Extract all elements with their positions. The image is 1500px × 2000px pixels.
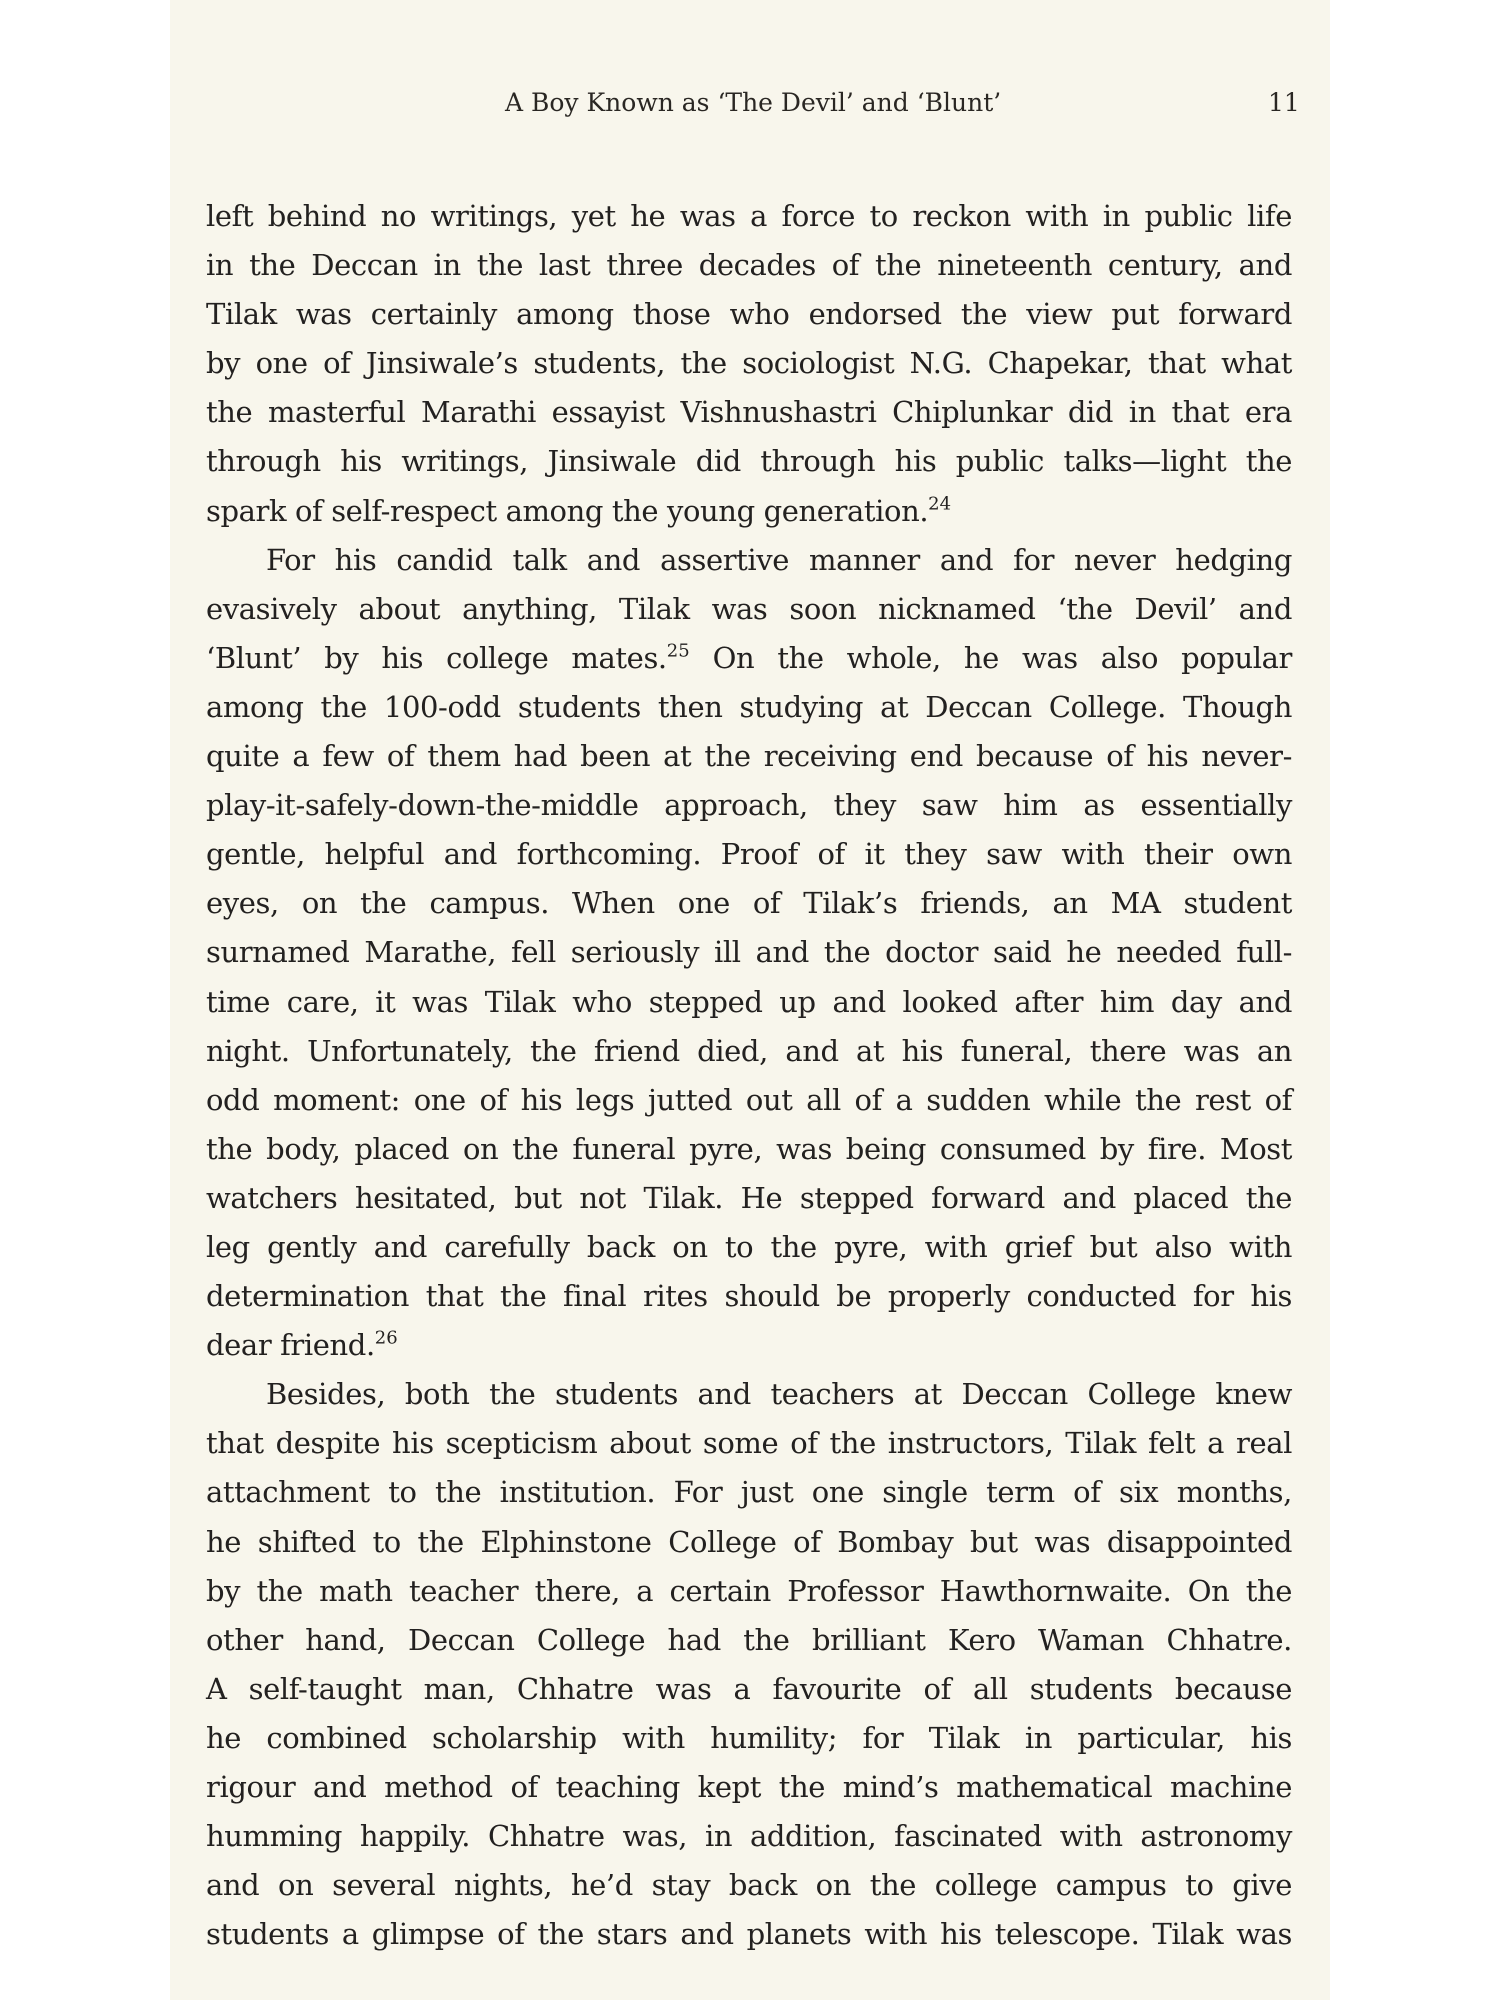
footnote-marker: 25 <box>666 640 690 662</box>
text-line: time care, it was Tilak who stepped up and looked after him day and <box>206 984 1292 1019</box>
text-line: he combined scholarship with humility; for Tilak in particular, his <box>206 1720 1292 1755</box>
text-line: gentle, helpful and forthcoming. Proof of it they saw with their own <box>206 837 1292 872</box>
text-line: evasively about anything, Tilak was soon nicknamed ‘the Devil’ and <box>206 591 1292 626</box>
text-line: that despite his scepticism about some of the instructors, Tilak felt a real <box>206 1426 1292 1461</box>
text-line: night. Unfortunately, the friend died, and at his funeral, there was an <box>206 1033 1292 1068</box>
text-line <box>206 487 1292 536</box>
text-line: and on several nights, he’d stay back on the college campus to give <box>206 1868 1292 1903</box>
body-text <box>206 192 1292 1959</box>
text-line: other hand, Deccan College had the brilliant Kero Waman Chhatre. <box>206 1622 1292 1657</box>
text-line: attachment to the institution. For just one single term of six months, <box>206 1475 1292 1510</box>
text-run: dear friend. <box>206 1328 375 1363</box>
text-run: On the whole, he was also popular <box>689 640 1292 675</box>
text-line: through his writings, Jinsiwale did through his public talks—light the <box>206 444 1292 479</box>
page-number: 11 <box>1268 88 1300 117</box>
text-line: humming happily. Chhatre was, in addition, fascinated with astronomy <box>206 1819 1292 1854</box>
text-line <box>206 1321 1292 1370</box>
text-line: by one of Jinsiwale’s students, the sociologist N.G. Chapekar, that what <box>206 346 1292 381</box>
text-run: ‘Blunt’ by his college mates. <box>206 640 667 675</box>
text-line: surnamed Marathe, fell seriously ill and the doctor said he needed full- <box>206 935 1292 970</box>
text-line: leg gently and carefully back on to the pyre, with grief but also with <box>206 1229 1292 1264</box>
text-line: odd moment: one of his legs jutted out all of a sudden while the rest of <box>206 1082 1292 1117</box>
text-line: play-it-safely-down-the-middle approach, they saw him as essentially <box>206 788 1292 823</box>
text-line: Besides, both the students and teachers at Deccan College knew <box>266 1377 1292 1412</box>
running-header <box>170 88 1330 128</box>
text-line: watchers hesitated, but not Tilak. He stepped forward and placed the <box>206 1180 1292 1215</box>
text-line: rigour and method of teaching kept the mind’s mathematical machine <box>206 1770 1292 1804</box>
text-line: in the Deccan in the last three decades of the nineteenth century, and <box>206 248 1292 283</box>
text-line: left behind no writings, yet he was a force to reckon with in public life <box>206 199 1292 233</box>
footnote-marker: 24 <box>928 492 952 514</box>
text-line: by the math teacher there, a certain Professor Hawthornwaite. On the <box>206 1573 1292 1608</box>
text-line: he shifted to the Elphinstone College of Bombay but was disappointed <box>206 1524 1292 1559</box>
footnote-marker: 26 <box>374 1327 398 1349</box>
text-line: quite a few of them had been at the receiving end because of his never- <box>206 739 1292 774</box>
text-line: the body, placed on the funeral pyre, was being consumed by fire. Most <box>206 1131 1292 1166</box>
running-title: A Boy Known as ‘The Devil’ and ‘Blunt’ <box>505 88 1002 117</box>
text-line: Tilak was certainly among those who endorsed the view put forward <box>206 297 1292 332</box>
text-line: among the 100-odd students then studying at Deccan College. Though <box>206 689 1292 724</box>
text-line <box>206 634 1292 683</box>
text-line: For his candid talk and assertive manner and for never hedging <box>266 542 1292 577</box>
text-run: spark of self-respect among the young generation. <box>206 493 929 528</box>
book-page <box>170 0 1330 2000</box>
text-line: the masterful Marathi essayist Vishnushastri Chiplunkar did in that era <box>206 395 1292 430</box>
text-line: determination that the final rites should be properly conducted for his <box>206 1279 1292 1314</box>
text-line: students a glimpse of the stars and planets with his telescope. Tilak was <box>206 1917 1292 1952</box>
text-line: A self-taught man, Chhatre was a favourite of all students because <box>206 1671 1292 1706</box>
text-line: eyes, on the campus. When one of Tilak’s friends, an MA student <box>206 886 1292 921</box>
